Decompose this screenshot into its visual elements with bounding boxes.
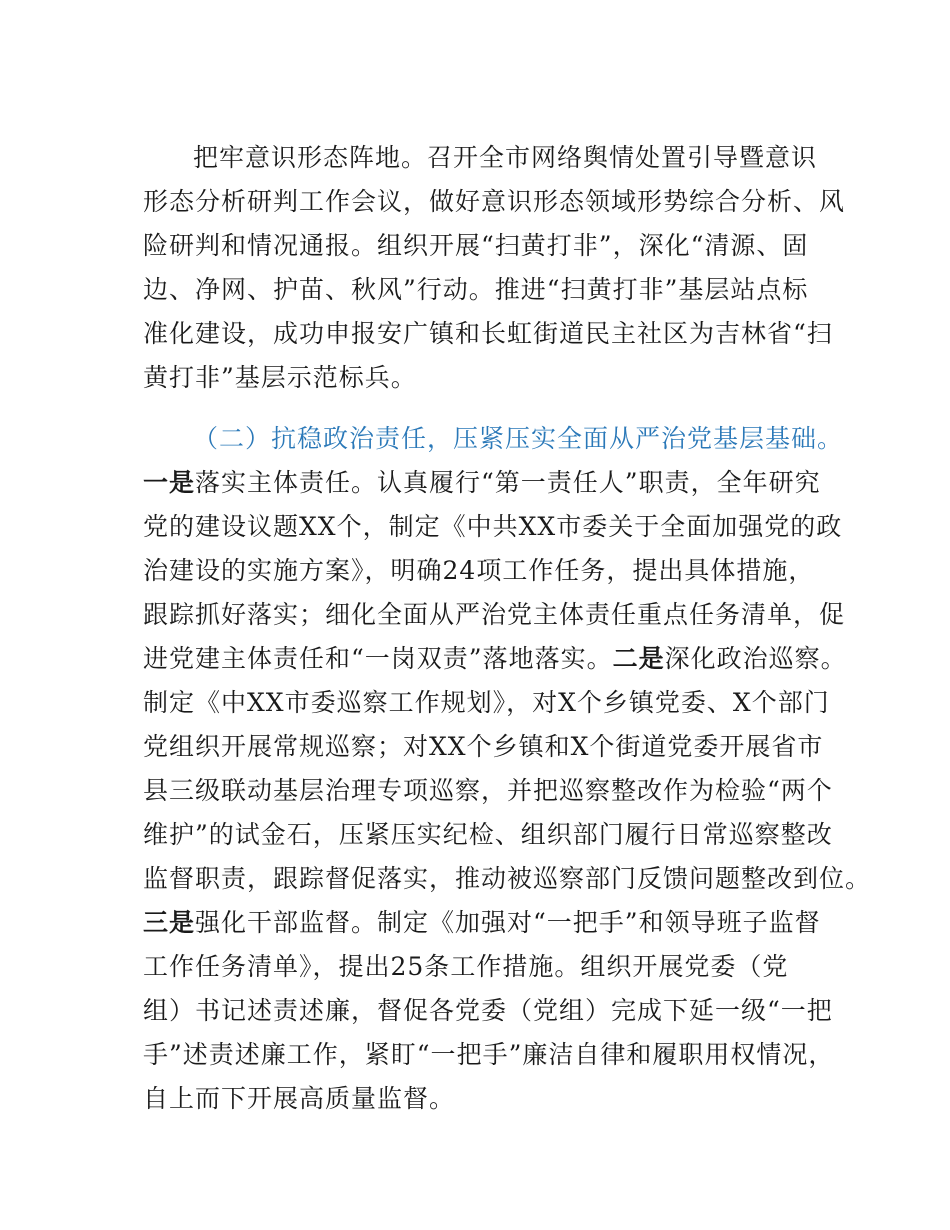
section-2-line-13: 组）书记述责述廉，督促各党委（党组）完成下延一级“一把 bbox=[143, 996, 833, 1025]
section-2-line-8: 县三级联动基层治理专项巡察，并把巡察整改作为检验“两个 bbox=[143, 776, 833, 805]
section-2-line-5 bbox=[143, 638, 847, 680]
section-2-line-10: 监督职责，跟踪督促落实，推动被巡察部门反馈问题整改到位。 bbox=[143, 864, 872, 893]
point-one-text: 落实主体责任。认真履行“第一责任人”职责，全年研究 bbox=[195, 468, 821, 497]
section-2-line-6: 制定《中XX市委巡察工作规划》，对X个乡镇党委、X个部门 bbox=[143, 688, 830, 717]
point-one-end-text: 进党建主体责任和“一岗双责”落地落实。 bbox=[143, 644, 613, 673]
section-2-line-1 bbox=[143, 462, 843, 504]
section-2-heading: （二）抗稳政治责任，压紧压实全面从严治党基层基础。 bbox=[193, 424, 844, 453]
point-three-text: 强化干部监督。制定《加强对“一把手”和领导班子监督 bbox=[195, 908, 821, 937]
section-2-line-7: 党组织开展常规巡察；对XX个乡镇和X个街道党委开展省市 bbox=[143, 732, 824, 761]
paragraph-1-line-1: 把牢意识形态阵地。召开全市网络舆情处置引导暨意识 bbox=[193, 143, 818, 172]
paragraph-1-line-5: 准化建设，成功申报安广镇和长虹街道民主社区为吉林省“扫 bbox=[143, 319, 833, 348]
paragraph-1-line-2: 形态分析研判工作会议，做好意识形态领域形势综合分析、风 bbox=[143, 187, 846, 216]
section-2-line-14: 手”述责述廉工作，紧盯“一把手”廉洁自律和履职用权情况， bbox=[143, 1040, 835, 1069]
section-2-line-9: 维护”的试金石，压紧压实纪检、组织部门履行日常巡察整改 bbox=[143, 820, 833, 849]
section-2-line-12: 工作任务清单》，提出25条工作措施。组织开展党委（党 bbox=[143, 952, 789, 981]
point-two-label: 二是 bbox=[612, 644, 665, 673]
paragraph-1-line-6: 黄打非”基层示范标兵。 bbox=[143, 363, 417, 392]
paragraph-1-line-4: 边、净网、护苗、秋风”行动。推进“扫黄打非”基层站点标 bbox=[143, 275, 809, 304]
point-three-label: 三是 bbox=[143, 908, 196, 937]
section-2-line-2: 党的建设议题XX个，制定《中共XX市委关于全面加强党的政 bbox=[143, 512, 843, 541]
point-two-text: 深化政治巡察。 bbox=[664, 644, 847, 673]
section-2-line-11 bbox=[143, 902, 843, 944]
section-2-line-15: 自上而下开展高质量监督。 bbox=[143, 1084, 456, 1113]
paragraph-1-line-3: 险研判和情况通报。组织开展“扫黄打非”，深化“清源、固 bbox=[143, 231, 809, 260]
section-2-line-3: 治建设的实施方案》，明确24项工作任务，提出具体措施， bbox=[143, 556, 815, 585]
point-one-label: 一是 bbox=[143, 468, 196, 497]
section-2-line-4: 跟踪抓好落实；细化全面从严治党主体责任重点任务清单，促 bbox=[143, 600, 846, 629]
